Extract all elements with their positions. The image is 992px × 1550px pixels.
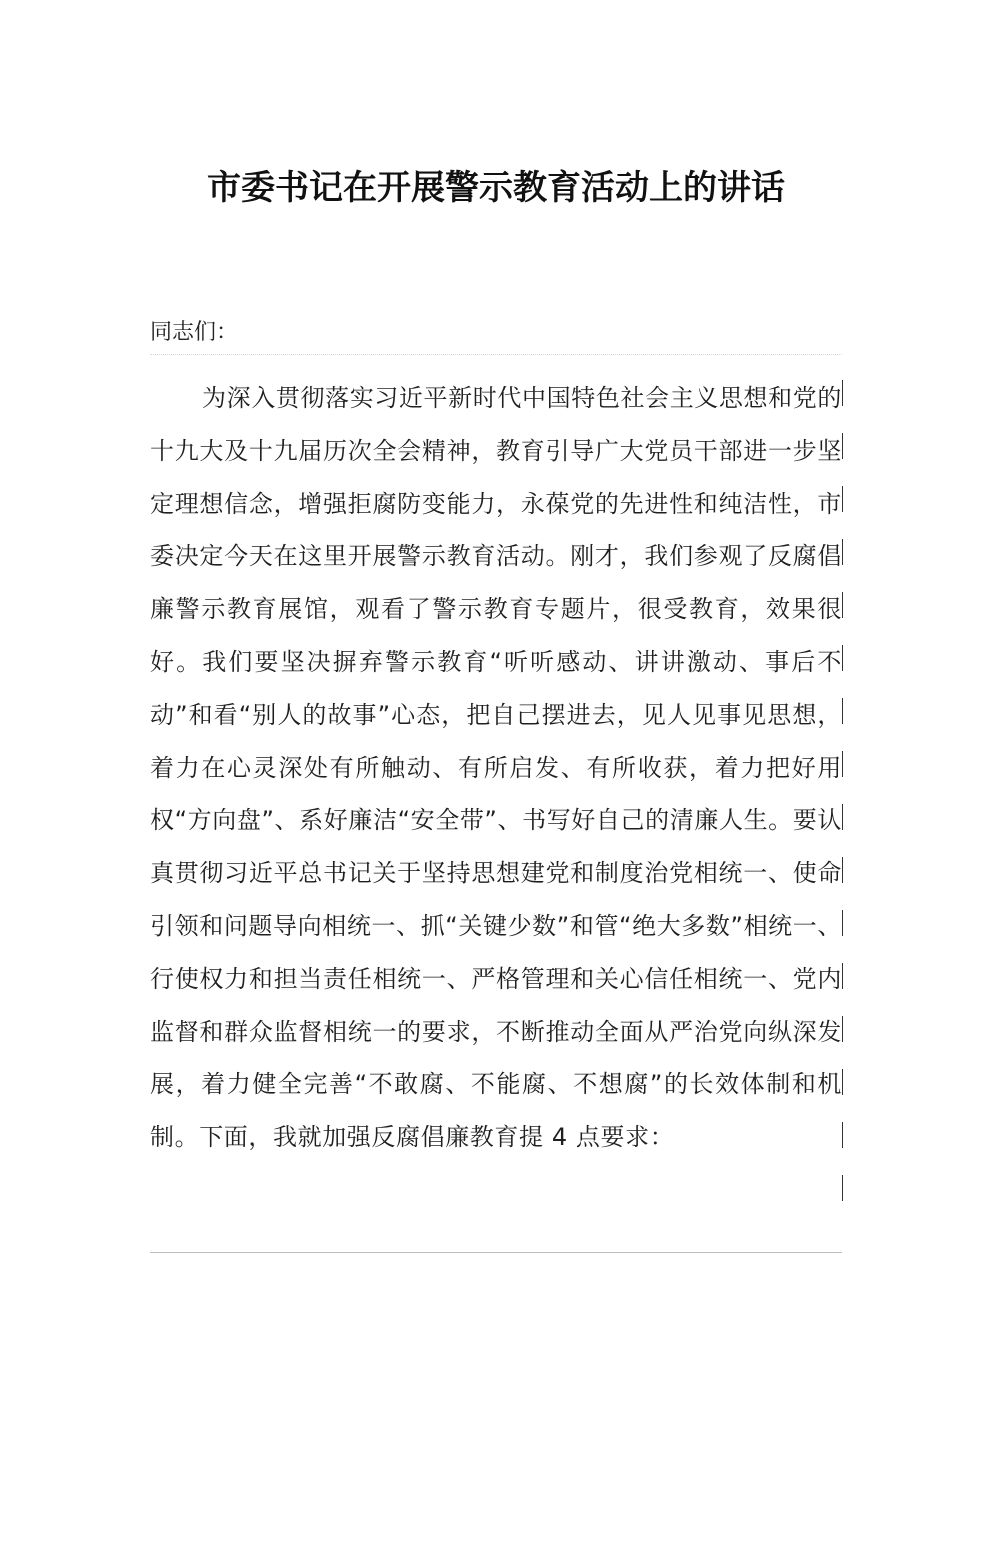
- body-paragraph: 为深入贯彻落实习近平新时代中国特色社会主义思想和党的十九大及十九届历次全会精神，教育引导广大党员干部进一步坚定理想信念，增强拒腐防变能力，永葆党的先进性和纯洁性，市委决定今天在这里开展警示教育活动。刚才，我们参观了反腐倡廉警示教育展馆，观看了警示教育专题片，很受教育，效果很好。我们要坚决摒弃警示教育“听听感动、讲讲激动、事后不动”和看“别人的故事”心态，把自己摆进去，见人见事见思想，着力在心灵深处有所触动、有所启发、有所收获，着力把好用权“方向盘”、系好廉洁“安全带”、书写好自己的清廉人生。要认真贯彻习近平总书记关于坚持思想建党和制度治党相统一、使命引领和问题导向相统一、抓“关键少数”和管“绝大多数”相统一、行使权力和担当责任相统一、严格管理和关心信任相统一、党内监督和群众监督相统一的要求，不断推动全面从严治党向纵深发展，着力健全完善“不敢腐、不能腐、不想腐”的长效体制和机制。下面，我就加强反腐倡廉教育提 4 点要求：: [150, 384, 842, 1152]
- margin-mark: [842, 804, 843, 830]
- right-margin-marks: [842, 380, 844, 1550]
- margin-mark: [842, 592, 843, 618]
- margin-mark: [842, 963, 843, 989]
- margin-mark: [842, 698, 843, 724]
- margin-mark: [842, 380, 843, 406]
- margin-mark: [842, 857, 843, 883]
- margin-mark: [842, 910, 843, 936]
- dotted-divider: [150, 354, 842, 355]
- bottom-divider: [150, 1252, 842, 1253]
- margin-mark: [842, 751, 843, 777]
- document-title: 市委书记在开展警示教育活动上的讲话: [207, 168, 785, 208]
- margin-mark: [842, 1122, 843, 1148]
- margin-mark: [842, 486, 843, 512]
- margin-mark: [842, 1175, 843, 1201]
- margin-mark: [842, 1069, 843, 1095]
- salutation: 同志们：: [150, 320, 239, 345]
- margin-mark: [842, 433, 843, 459]
- margin-mark: [842, 539, 843, 565]
- margin-mark: [842, 645, 843, 671]
- margin-mark: [842, 1016, 843, 1042]
